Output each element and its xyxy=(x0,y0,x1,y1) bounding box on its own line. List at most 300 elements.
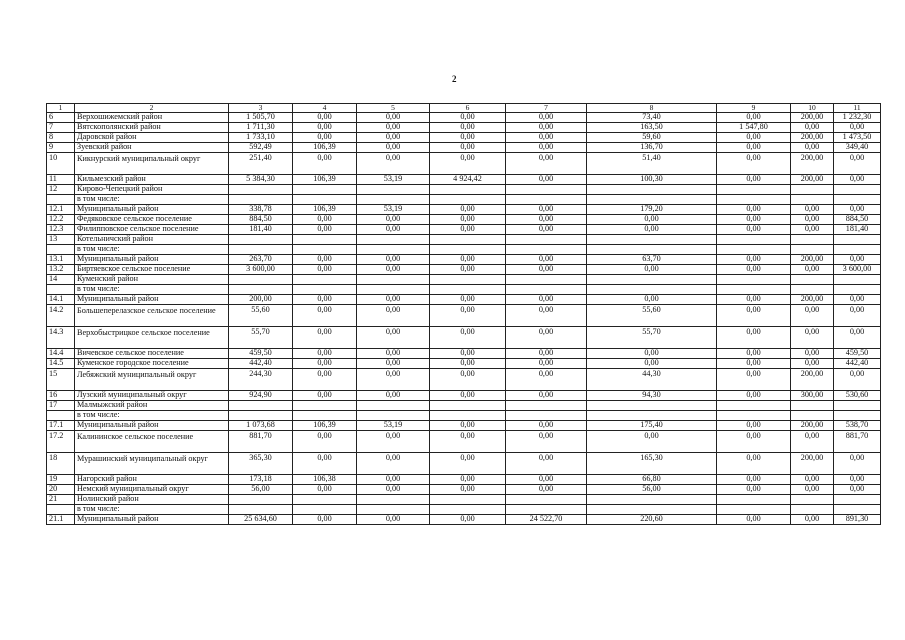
table-row xyxy=(47,234,881,244)
value-cell: 0,00 xyxy=(506,484,587,494)
value-cell: 0,00 xyxy=(717,348,791,358)
value-cell xyxy=(229,184,293,194)
value-cell: 0,00 xyxy=(506,420,587,430)
value-cell xyxy=(357,410,430,420)
row-number-cell: 14.4 xyxy=(47,348,75,358)
value-cell: 0,00 xyxy=(293,254,357,264)
value-cell xyxy=(229,274,293,284)
row-number-cell: 7 xyxy=(47,122,75,132)
municipality-name-cell: Филипповское сельское поселение xyxy=(75,224,229,234)
value-cell: 0,00 xyxy=(357,430,430,452)
value-cell: 0,00 xyxy=(587,430,717,452)
value-cell: 0,00 xyxy=(293,214,357,224)
value-cell: 53,19 xyxy=(357,174,430,184)
value-cell: 0,00 xyxy=(357,214,430,224)
municipality-name-cell: Муниципальный район xyxy=(75,514,229,524)
value-cell xyxy=(293,504,357,514)
value-cell: 0,00 xyxy=(834,452,881,474)
value-cell: 0,00 xyxy=(791,204,834,214)
value-cell: 0,00 xyxy=(430,254,506,264)
value-cell: 4 924,42 xyxy=(430,174,506,184)
value-cell: 0,00 xyxy=(717,294,791,304)
value-cell xyxy=(791,234,834,244)
value-cell xyxy=(506,284,587,294)
value-cell: 300,00 xyxy=(791,390,834,400)
value-cell: 0,00 xyxy=(717,152,791,174)
value-cell: 0,00 xyxy=(506,304,587,326)
table-row xyxy=(47,254,881,264)
row-number-cell: 13.1 xyxy=(47,254,75,264)
value-cell: 0,00 xyxy=(834,204,881,214)
value-cell: 0,00 xyxy=(357,132,430,142)
value-cell: 0,00 xyxy=(506,112,587,122)
value-cell: 459,50 xyxy=(229,348,293,358)
value-cell xyxy=(293,494,357,504)
value-cell: 181,40 xyxy=(229,224,293,234)
value-cell: 881,70 xyxy=(229,430,293,452)
value-cell: 0,00 xyxy=(430,112,506,122)
value-cell xyxy=(834,184,881,194)
value-cell: 73,40 xyxy=(587,112,717,122)
table-row xyxy=(47,274,881,284)
value-cell: 1 711,30 xyxy=(229,122,293,132)
value-cell: 0,00 xyxy=(293,152,357,174)
value-cell: 0,00 xyxy=(430,132,506,142)
value-cell: 106,38 xyxy=(293,474,357,484)
value-cell xyxy=(717,400,791,410)
value-cell: 0,00 xyxy=(717,264,791,274)
value-cell: 263,70 xyxy=(229,254,293,264)
value-cell: 459,50 xyxy=(834,348,881,358)
municipality-name-cell: Муниципальный район xyxy=(75,420,229,430)
value-cell: 538,70 xyxy=(834,420,881,430)
value-cell xyxy=(587,274,717,284)
value-cell: 0,00 xyxy=(717,214,791,224)
value-cell: 0,00 xyxy=(791,224,834,234)
table-row xyxy=(47,410,881,420)
value-cell: 0,00 xyxy=(834,326,881,348)
value-cell: 56,00 xyxy=(229,484,293,494)
value-cell: 51,40 xyxy=(587,152,717,174)
column-number-cell: 9 xyxy=(717,104,791,113)
value-cell xyxy=(791,494,834,504)
value-cell: 0,00 xyxy=(430,264,506,274)
value-cell: 0,00 xyxy=(430,142,506,152)
column-number-cell: 8 xyxy=(587,104,717,113)
value-cell: 25 634,60 xyxy=(229,514,293,524)
municipality-name-cell: в том числе: xyxy=(75,244,229,254)
value-cell xyxy=(834,274,881,284)
municipality-name-cell: Лебяжский муниципальный округ xyxy=(75,368,229,390)
value-cell: 0,00 xyxy=(717,452,791,474)
municipality-name-cell: Зуевский район xyxy=(75,142,229,152)
value-cell xyxy=(229,234,293,244)
table-row xyxy=(47,112,881,122)
value-cell xyxy=(587,194,717,204)
value-cell: 0,00 xyxy=(430,358,506,368)
value-cell: 0,00 xyxy=(791,358,834,368)
column-number-cell: 1 xyxy=(47,104,75,113)
value-cell: 0,00 xyxy=(293,484,357,494)
value-cell: 0,00 xyxy=(506,142,587,152)
value-cell: 0,00 xyxy=(357,224,430,234)
table-row xyxy=(47,326,881,348)
value-cell: 100,30 xyxy=(587,174,717,184)
value-cell: 53,19 xyxy=(357,420,430,430)
value-cell: 0,00 xyxy=(717,390,791,400)
value-cell: 0,00 xyxy=(717,474,791,484)
value-cell: 891,30 xyxy=(834,514,881,524)
value-cell: 0,00 xyxy=(717,484,791,494)
row-number-cell: 12.2 xyxy=(47,214,75,224)
value-cell: 0,00 xyxy=(506,294,587,304)
value-cell: 0,00 xyxy=(834,484,881,494)
row-number-cell: 8 xyxy=(47,132,75,142)
value-cell: 0,00 xyxy=(357,348,430,358)
value-cell xyxy=(834,410,881,420)
value-cell: 0,00 xyxy=(791,142,834,152)
table-row xyxy=(47,142,881,152)
value-cell: 0,00 xyxy=(430,326,506,348)
value-cell: 0,00 xyxy=(430,452,506,474)
value-cell xyxy=(717,234,791,244)
table-row xyxy=(47,204,881,214)
value-cell: 0,00 xyxy=(834,304,881,326)
value-cell xyxy=(293,400,357,410)
value-cell: 136,70 xyxy=(587,142,717,152)
municipality-name-cell: Муниципальный район xyxy=(75,254,229,264)
value-cell xyxy=(834,400,881,410)
table-row xyxy=(47,504,881,514)
value-cell: 0,00 xyxy=(717,358,791,368)
value-cell xyxy=(229,284,293,294)
value-cell: 0,00 xyxy=(587,348,717,358)
value-cell xyxy=(357,284,430,294)
value-cell: 24 522,70 xyxy=(506,514,587,524)
value-cell: 0,00 xyxy=(430,152,506,174)
value-cell xyxy=(430,504,506,514)
value-cell xyxy=(357,194,430,204)
value-cell: 0,00 xyxy=(293,430,357,452)
row-number-cell: 20 xyxy=(47,484,75,494)
value-cell: 200,00 xyxy=(791,254,834,264)
value-cell xyxy=(506,244,587,254)
value-cell: 0,00 xyxy=(717,304,791,326)
value-cell: 0,00 xyxy=(834,122,881,132)
value-cell: 1 505,70 xyxy=(229,112,293,122)
value-cell: 0,00 xyxy=(506,224,587,234)
value-cell xyxy=(430,234,506,244)
row-number-cell xyxy=(47,410,75,420)
value-cell: 1 547,80 xyxy=(717,122,791,132)
municipality-name-cell: Котельничский район xyxy=(75,234,229,244)
value-cell: 0,00 xyxy=(791,326,834,348)
value-cell: 0,00 xyxy=(791,430,834,452)
table-row xyxy=(47,264,881,274)
value-cell: 0,00 xyxy=(587,264,717,274)
value-cell xyxy=(430,410,506,420)
value-cell: 106,39 xyxy=(293,204,357,214)
table-row xyxy=(47,514,881,524)
value-cell xyxy=(229,494,293,504)
value-cell: 0,00 xyxy=(506,368,587,390)
value-cell: 55,60 xyxy=(587,304,717,326)
value-cell: 0,00 xyxy=(506,204,587,214)
table-row xyxy=(47,484,881,494)
value-cell xyxy=(791,244,834,254)
value-cell xyxy=(717,504,791,514)
municipality-name-cell: в том числе: xyxy=(75,410,229,420)
value-cell xyxy=(587,504,717,514)
value-cell: 200,00 xyxy=(791,420,834,430)
value-cell: 0,00 xyxy=(717,368,791,390)
column-number-cell: 2 xyxy=(75,104,229,113)
row-number-cell: 13.2 xyxy=(47,264,75,274)
value-cell xyxy=(791,194,834,204)
row-number-cell: 21.1 xyxy=(47,514,75,524)
column-number-cell: 7 xyxy=(506,104,587,113)
table-row xyxy=(47,430,881,452)
value-cell: 0,00 xyxy=(430,484,506,494)
municipality-name-cell: Муниципальный район xyxy=(75,204,229,214)
value-cell: 0,00 xyxy=(293,264,357,274)
value-cell xyxy=(229,244,293,254)
value-cell: 0,00 xyxy=(506,348,587,358)
value-cell: 0,00 xyxy=(506,152,587,174)
row-number-cell: 17.2 xyxy=(47,430,75,452)
value-cell: 0,00 xyxy=(357,484,430,494)
value-cell: 0,00 xyxy=(506,254,587,264)
value-cell: 0,00 xyxy=(430,348,506,358)
value-cell: 0,00 xyxy=(430,474,506,484)
row-number-cell: 15 xyxy=(47,368,75,390)
value-cell: 0,00 xyxy=(357,358,430,368)
value-cell: 0,00 xyxy=(293,294,357,304)
municipality-name-cell: Кирово-Чепецкий район xyxy=(75,184,229,194)
value-cell: 244,30 xyxy=(229,368,293,390)
value-cell: 163,50 xyxy=(587,122,717,132)
value-cell xyxy=(357,494,430,504)
column-number-cell: 11 xyxy=(834,104,881,113)
table-row xyxy=(47,152,881,174)
table-row xyxy=(47,194,881,204)
value-cell: 56,00 xyxy=(587,484,717,494)
value-cell: 251,40 xyxy=(229,152,293,174)
row-number-cell: 12.1 xyxy=(47,204,75,214)
value-cell: 0,00 xyxy=(293,514,357,524)
municipality-name-cell: в том числе: xyxy=(75,194,229,204)
table-row xyxy=(47,214,881,224)
value-cell: 200,00 xyxy=(791,452,834,474)
value-cell xyxy=(834,234,881,244)
municipality-name-cell: Верхошижемский район xyxy=(75,112,229,122)
value-cell xyxy=(293,234,357,244)
value-cell: 0,00 xyxy=(430,122,506,132)
value-cell: 0,00 xyxy=(791,122,834,132)
value-cell: 200,00 xyxy=(229,294,293,304)
value-cell xyxy=(506,504,587,514)
value-cell: 0,00 xyxy=(587,224,717,234)
value-cell xyxy=(293,284,357,294)
value-cell xyxy=(587,494,717,504)
value-cell: 0,00 xyxy=(791,304,834,326)
value-cell xyxy=(293,184,357,194)
value-cell: 0,00 xyxy=(357,304,430,326)
table-row xyxy=(47,304,881,326)
value-cell xyxy=(834,504,881,514)
row-number-cell: 12.3 xyxy=(47,224,75,234)
value-cell: 0,00 xyxy=(587,358,717,368)
value-cell: 0,00 xyxy=(357,122,430,132)
value-cell: 66,80 xyxy=(587,474,717,484)
value-cell: 0,00 xyxy=(834,254,881,264)
table-row xyxy=(47,184,881,194)
value-cell: 0,00 xyxy=(717,326,791,348)
value-cell: 55,60 xyxy=(229,304,293,326)
value-cell xyxy=(834,494,881,504)
column-number-cell: 4 xyxy=(293,104,357,113)
value-cell xyxy=(506,184,587,194)
table-row xyxy=(47,224,881,234)
value-cell: 1 733,10 xyxy=(229,132,293,142)
value-cell: 0,00 xyxy=(293,122,357,132)
municipality-name-cell: Верхобыстрицкое сельское поселение xyxy=(75,326,229,348)
value-cell xyxy=(357,504,430,514)
value-cell: 200,00 xyxy=(791,174,834,184)
value-cell xyxy=(587,400,717,410)
value-cell: 0,00 xyxy=(791,348,834,358)
value-cell: 200,00 xyxy=(791,152,834,174)
value-cell xyxy=(506,234,587,244)
value-cell: 592,49 xyxy=(229,142,293,152)
municipality-name-cell: Кильмезский район xyxy=(75,174,229,184)
row-number-cell: 14.1 xyxy=(47,294,75,304)
municipality-name-cell: Кикнурский муниципальный округ xyxy=(75,152,229,174)
value-cell: 365,30 xyxy=(229,452,293,474)
table-row xyxy=(47,368,881,390)
value-cell xyxy=(791,504,834,514)
value-cell xyxy=(717,274,791,284)
value-cell: 0,00 xyxy=(430,214,506,224)
value-cell: 0,00 xyxy=(357,264,430,274)
value-cell: 200,00 xyxy=(791,294,834,304)
value-cell xyxy=(587,234,717,244)
value-cell: 1 073,68 xyxy=(229,420,293,430)
value-cell: 0,00 xyxy=(506,264,587,274)
value-cell: 0,00 xyxy=(357,474,430,484)
table-row xyxy=(47,244,881,254)
value-cell: 0,00 xyxy=(717,142,791,152)
value-cell: 0,00 xyxy=(357,254,430,264)
row-number-cell: 14.2 xyxy=(47,304,75,326)
value-cell xyxy=(834,244,881,254)
value-cell: 0,00 xyxy=(717,132,791,142)
value-cell: 0,00 xyxy=(834,174,881,184)
value-cell: 0,00 xyxy=(357,452,430,474)
value-cell xyxy=(834,284,881,294)
table-row xyxy=(47,122,881,132)
value-cell xyxy=(357,400,430,410)
row-number-cell: 14.5 xyxy=(47,358,75,368)
value-cell: 0,00 xyxy=(506,390,587,400)
value-cell xyxy=(587,284,717,294)
value-cell: 0,00 xyxy=(430,420,506,430)
column-number-cell: 10 xyxy=(791,104,834,113)
municipality-name-cell: Большеперелазское сельское поселение xyxy=(75,304,229,326)
row-number-cell: 14 xyxy=(47,274,75,284)
value-cell: 165,30 xyxy=(587,452,717,474)
value-cell: 1 232,30 xyxy=(834,112,881,122)
value-cell xyxy=(717,194,791,204)
value-cell xyxy=(229,504,293,514)
municipality-name-cell: Федяковское сельское поселение xyxy=(75,214,229,224)
value-cell xyxy=(506,410,587,420)
value-cell: 55,70 xyxy=(587,326,717,348)
value-cell: 0,00 xyxy=(834,368,881,390)
value-cell: 44,30 xyxy=(587,368,717,390)
value-cell: 173,18 xyxy=(229,474,293,484)
row-number-cell xyxy=(47,284,75,294)
value-cell: 0,00 xyxy=(506,358,587,368)
header-row xyxy=(47,104,881,113)
value-cell: 0,00 xyxy=(834,474,881,484)
value-cell xyxy=(229,194,293,204)
value-cell xyxy=(791,400,834,410)
value-cell: 0,00 xyxy=(791,514,834,524)
value-cell: 0,00 xyxy=(717,112,791,122)
row-number-cell: 21 xyxy=(47,494,75,504)
value-cell: 0,00 xyxy=(293,368,357,390)
value-cell: 0,00 xyxy=(293,348,357,358)
value-cell xyxy=(791,284,834,294)
municipality-name-cell: Калининское сельское поселение xyxy=(75,430,229,452)
value-cell: 0,00 xyxy=(357,142,430,152)
municipality-name-cell: Малмыжский район xyxy=(75,400,229,410)
value-cell: 200,00 xyxy=(791,112,834,122)
value-cell: 0,00 xyxy=(357,152,430,174)
value-cell: 106,39 xyxy=(293,174,357,184)
table-row xyxy=(47,348,881,358)
value-cell xyxy=(430,244,506,254)
value-cell: 106,39 xyxy=(293,142,357,152)
value-cell: 181,40 xyxy=(834,224,881,234)
row-number-cell: 11 xyxy=(47,174,75,184)
municipality-name-cell: в том числе: xyxy=(75,284,229,294)
table-row xyxy=(47,174,881,184)
value-cell: 200,00 xyxy=(791,132,834,142)
municipality-name-cell: Лузский муниципальный округ xyxy=(75,390,229,400)
value-cell: 349,40 xyxy=(834,142,881,152)
value-cell: 0,00 xyxy=(506,132,587,142)
value-cell: 0,00 xyxy=(587,214,717,224)
table-row xyxy=(47,358,881,368)
row-number-cell xyxy=(47,244,75,254)
value-cell: 0,00 xyxy=(430,514,506,524)
column-number-cell: 6 xyxy=(430,104,506,113)
municipality-name-cell: Нагорский район xyxy=(75,474,229,484)
value-cell: 884,50 xyxy=(229,214,293,224)
value-cell: 220,60 xyxy=(587,514,717,524)
value-cell: 0,00 xyxy=(430,368,506,390)
value-cell: 0,00 xyxy=(357,112,430,122)
value-cell: 94,30 xyxy=(587,390,717,400)
value-cell: 0,00 xyxy=(834,152,881,174)
value-cell: 0,00 xyxy=(717,204,791,214)
value-cell: 0,00 xyxy=(717,514,791,524)
municipality-name-cell: Вятскополянский район xyxy=(75,122,229,132)
value-cell xyxy=(357,244,430,254)
value-cell: 0,00 xyxy=(357,514,430,524)
